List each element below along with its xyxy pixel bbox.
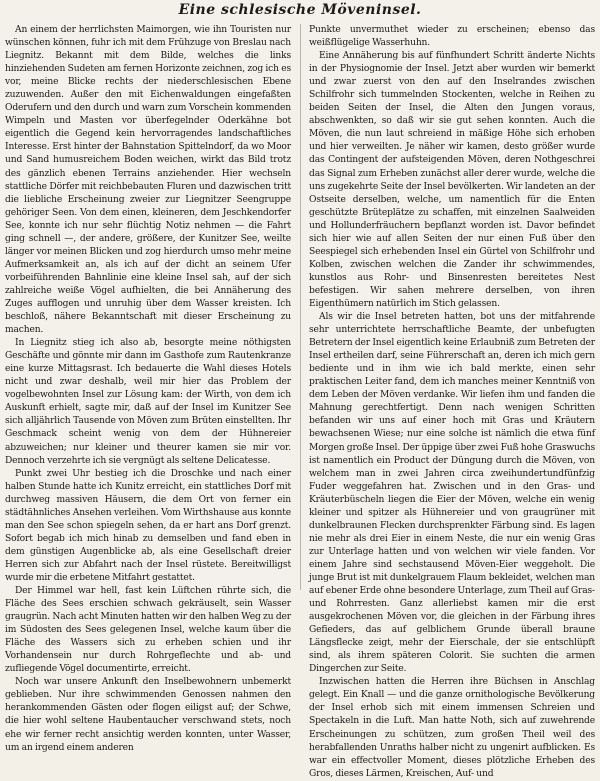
paragraph: Punkt zwei Uhr bestieg ich die Droschke und nach einer halben Stunde hatte ich Kunitz erreicht, ein stattliches Dorf mit durchweg massiven Häusern, die dem Ort von ferner ein städtähnliches Ansehen verleihen. Vom Wirthshause aus konnte man den See schon spiegeln sehen, da er hart ans Dorf grenzt. Sofort begab ich mich hinab zu demselben und fand eben in dem günstigen Augenblicke ab, als eine Gesellschaft dreier Herren sich zur Abfahrt nach der Insel rüstete. Bereitwilligst wurde mir die erbetene Mitfahrt gestattet. [5, 468, 291, 583]
right-column [309, 24, 595, 779]
paragraph: Noch war unsere Ankunft den Inselbewohnern unbemerkt geblieben. Nur ihre schwimmenden Genossen nahmen den herankommenden Gästen oder flogen eiligst auf; der Schwe, die hier wohl seltene Haubentaucher verschwand stets, noch ehe wir ferner recht ansichtig werden konnten, unter Wasser, um an irgend einem anderen [5, 677, 291, 753]
paragraph: Als wir die Insel betreten hatten, bot uns der mitfahrende sehr unterrichtete herrschaftliche Beamte, der unbefugten Betretern der Insel eigentlich keine Erlaubniß zum Betreten der Insel ertheilen darf, seine Führerschaft an, deren ich mich gern bediente und in ihm wie ich bald merkte, einen sehr praktischen Leiter fand, dem ich manches meiner Kenntniß von dem Leben der Möven verdanke. Wir liefen ihm und fanden die Mahnung gerechtfertigt. Denn nach wenigen Schritten befanden wir uns auf einer hoch mit Gras und Kräutern bewachsenen Wiese; nur eine solche ist nämlich die etwa fünf Morgen große Insel. Der üppige über zwei Fuß hohe Graswuchs ist namentlich ein Product der Düngung durch die Möven, von welchem man in zwei Jahren circa zweihundertundfünfzig Fuder weggefahren hat. Zwischen und in den Gras- und Kräuterbüscheln liegen die Eier der Möven, welche ein wenig kleiner und spitzer als Hühnereier und von graugrüner mit dunkelbraunen Flecken durchsprenkter Färbung sind. Es lagen nie mehr als drei Eier in einem Neste, die nur ein wenig Gras zur Unterlage hatten und von welchen wir viele fanden. Vor einem Jahre sind sechstausend Möven-Eier weggeholt. Die junge Brut ist mit dunkelgrauem Flaum bekleidet, welchen man auf ebener Erde ohne besondere Unterlage, zum Theil auf Gras- und Rohrresten. Ganz allerliebst kamen mir die erst ausgekrochenen Möven vor, die gleichen in der Färbung ihres Gefieders, das auf gelblichem Grunde überall braune Längsflecke zeigt, mehr der Eierschale, der sie entschlüpft sind, als ihrem späteren Colorit. Sie suchten die armen Dingerchen zur Seite. [309, 312, 595, 675]
paragraph: Punkte unvermuthet wieder zu erscheinen; ebenso das weißflügelige Wasserhuhn. [309, 25, 595, 49]
paragraph: In Liegnitz stieg ich also ab, besorgte meine nöthigsten Geschäfte und gönnte mir dann im Gasthofe zum Rautenkranze eine kurze Mittagsrast. Ich bedauerte die Wahl dieses Hotels nicht und zwar deshalb, weil mir hier das Problem der vogelbewohnten Insel zur Lösung kam: der Wirth, von dem ich Auskunft erhielt, sagte mir, daß auf der Insel im Kunitzer See sich alljährlich Tausende von Möven zum Brüten einstellten. Ihr Geschmack scheint wenig von dem der Hühnereier abzuweichen; nur kleiner und theurer kamen sie mir vor. Dennoch verzehrte ich sie vergnügt als seltene Delicatesse. [5, 338, 291, 466]
article-title: Eine schlesische Möveninsel. [178, 2, 422, 18]
paragraph: Der Himmel war hell, fast kein Lüftchen rührte sich, die Fläche des Sees erschien schwach gekräuselt, sein Wasser graugrün. Nach acht Minuten hatten wir den halben Weg zu der im Südosten des Sees gelegenen Insel, welche kaum über die Fläche des Wassers sich zu erheben schien und ihr Vorhandensein nur durch Rohrgeflechte und ab- und zufliegende Vögel documentirte, erreicht. [5, 586, 291, 675]
paragraph: Inzwischen hatten die Herren ihre Büchsen in Anschlag gelegt. Ein Knall — und die ganze ornithologische Bevölkerung der Insel erhob sich mit einem immensen Schreien und Spectakeln in die Luft. Man hatte Noth, sich auf zuwehrende Erscheinungen zu schützen, zum großen Theil weil des herabfallenden Unraths halber nicht zu ungenirt aufblicken. Es war ein effectvoller Moment, dieses plötzliche Erheben des Gros, dieses Lärmen, Kreischen, Auf- und [309, 677, 595, 779]
column-divider [300, 24, 301, 590]
paragraph: An einem der herrlichsten Maimorgen, wie ihn Touristen nur wünschen können, fuhr ich mit dem Frühzuge von Breslau nach Liegnitz. Bekannt mit dem Bilde, welches die links hinziehenden Sudeten am fernen Horizonte zeichnen, zog ich es vor, meine Blicke rechts der niederschlesischen Ebene zuzuwenden. Außer den mit Eichenwaldungen eingefaßten Oderufern und den durch und warn zum Vorschein kommenden Wimpeln und Masten vor überfegelnder Oderkähne bot eigentlich die Gegend kein hervorragendes landschaftliches Interesse. Erst hinter der Bahnstation Spittelndorf, da wo Moor und Sand humusreichem Boden weichen, wirkt das Bild trotz des gänzlich ebenen Terrains anziehender. Hier wechseln stattliche Dörfer mit reichbebauten Fluren und dazwischen tritt die liebliche Erscheinung zweier zur Liegnitzer Seengruppe gehöriger Seen. Von dem einen, kleineren, dem Jeschkendorfer See, konnte ich nur sehr flüchtig Notiz nehmen — die Fahrt ging schnell —, der andere, größere, der Kunitzer See, weilte länger vor meinen Blicken und zog hierdurch umso mehr meine Aufmerksamkeit an, als ich auf der dicht an seinem Ufer vorbeiführenden Bahnlinie eine kleine Insel sah, auf der sich zahlreiche weiße Vögel aufhielten, die bei Annäherung des Zuges aufflogen und unruhig über dem Wasser kreisten. Ich beschloß, nähere Bekanntschaft mit dieser Erscheinung zu machen. [5, 25, 291, 336]
left-column [5, 24, 291, 753]
paragraph: Eine Annäherung bis auf fünfhundert Schritt änderte Nichts in der Physiognomie der Insel. Jetzt aber wurden wir bemerkt und zwar zuerst von den auf den Inselrandes zwischen Schilfrohr sich tummelnden Stockenten, welche in Reihen zu beiden Seiten der Insel, die Alten den Jungen voraus, abschwenkten, so daß wir sie gut sehen konnten. Auch die Möven, die nun laut schreiend in mäßige Höhe sich erhoben und hier verweilten. Je näher wir kamen, desto größer wurde das Contingent der aufsteigenden Möven, deren Nothgeschrei das Signal zum Erheben zunächst aller derer wurde, welche die uns zugekehrte Seite der Insel bevölkerten. Wir landeten an der Ostseite derselben, welche, um namentlich für die Enten geschützte Brüteplätze zu schaffen, mit einzelnen Saalweiden und Hollunderfräuchern bepflanzt worden ist. Davor befindet sich hier wie auf allen Seiten der nur einen Fuß über den Seespiegel sich erhebenden Insel ein Gürtel von Schilfrohr und Kolben, zwischen welchen die Zander ihr schwimmendes, kunstlos aus Rohr- und Binsenresten bereitetes Nest befestigen. Wir sahen mehrere derselben, von ihren Eigenthümern natürlich im Stich gelassen. [309, 51, 595, 309]
